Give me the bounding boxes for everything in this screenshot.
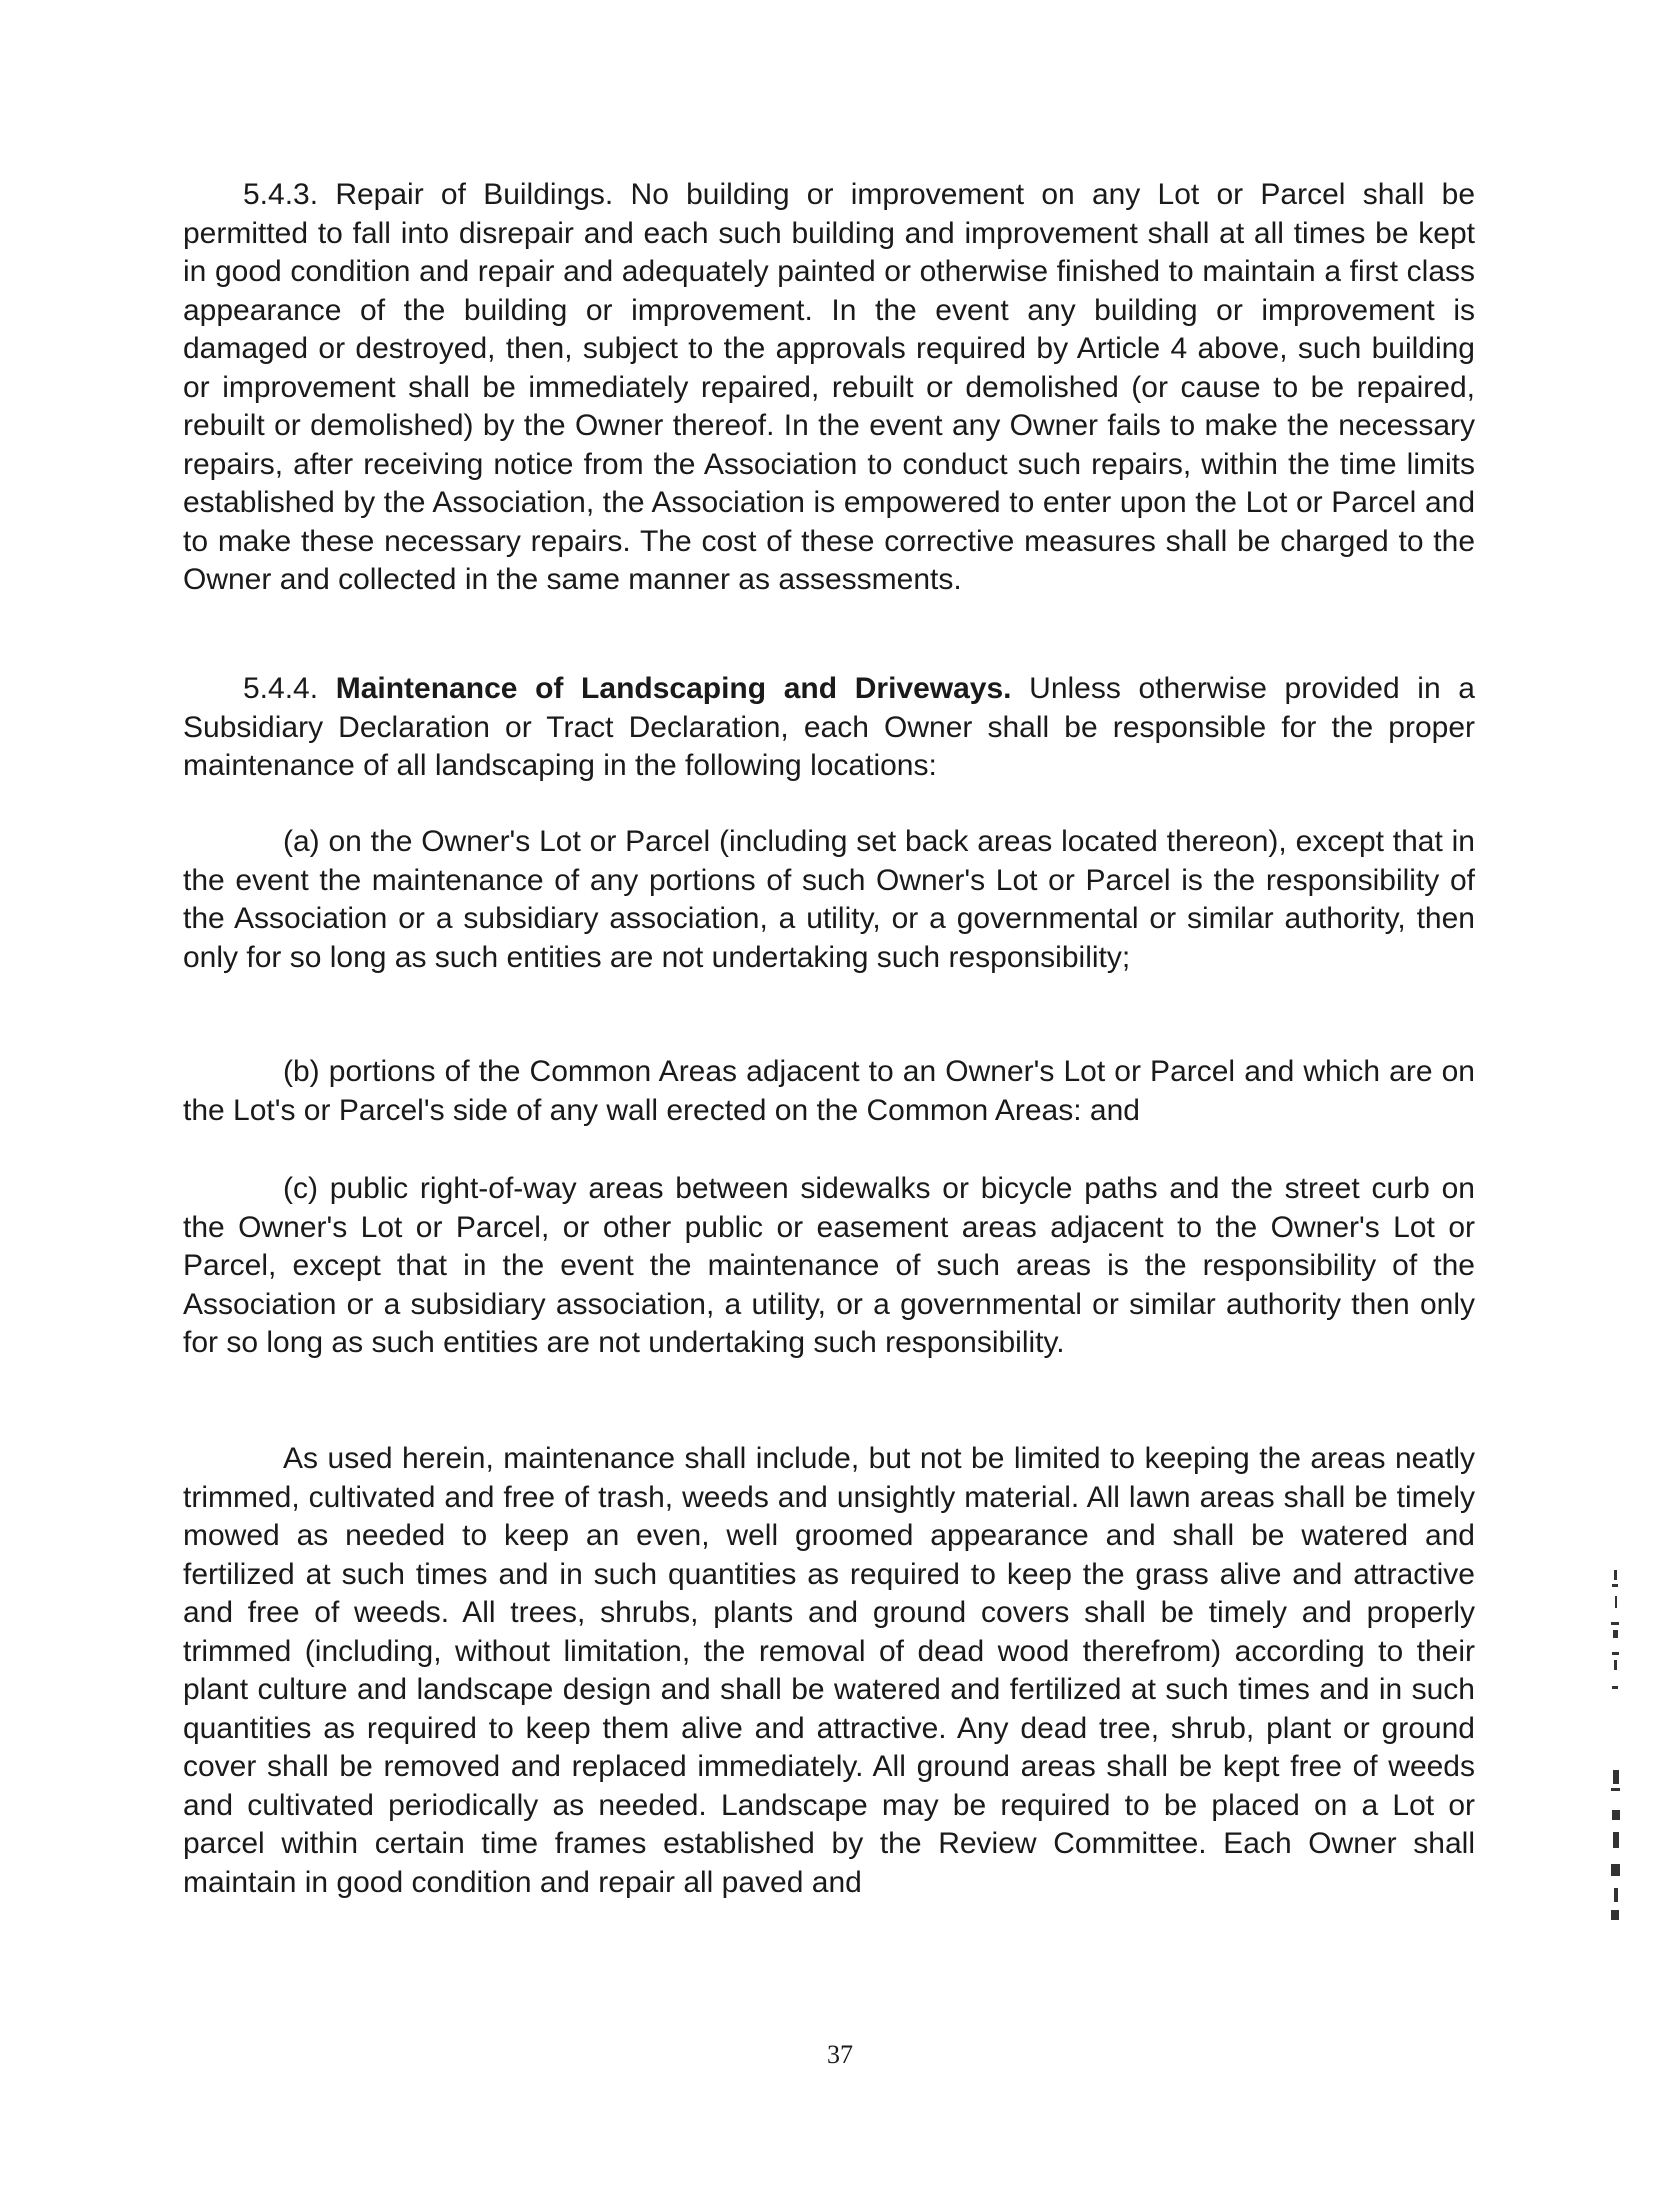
section-body: Unless otherwise provided in a Subsidiary Declaration or Tract Declaration, each Owner shall be responsible for the proper maintenance of all landscaping in the following locations: [183,672,1475,782]
section-5-4-4 [183,670,1475,786]
list-item-a: (a) on the Owner's Lot or Parcel (including set back areas located thereon), except that in the event the maintenance of any portions of such Owner's Lot or Parcel is the responsibility of the Association or a subsidiary association, a utility, or a governmental or similar authority, then only for so long as such entities are not undertaking such responsibility; [183,825,1475,974]
section-number: 5.4.4. [243,672,319,705]
list-item-b: (b) portions of the Common Areas adjacent to an Owner's Lot or Parcel and which are on the Lot's or Parcel's side of any wall erected on the Common Areas: and [183,1055,1475,1127]
list-item-c: (c) public right-of-way areas between sidewalks or bicycle paths and the street curb on the Owner's Lot or Parcel, or other public or easement areas adjacent to the Owner's Lot or Parcel, except that in the event the maintenance of such areas is the responsibility of the Association or a subsidiary association, a utility, or a governmental or similar authority then only for so long as such entities are not undertaking such responsibility. [183,1172,1475,1359]
margin-stamp-mark [1598,1570,1638,1930]
section-heading: Repair of Buildings. [335,178,614,211]
page-number: 37 [827,2040,853,2069]
section-heading: Maintenance of Landscaping and Driveways. [335,672,1012,705]
section-5-4-3 [183,176,1475,600]
closing-paragraph: As used herein, maintenance shall include, but not be limited to keeping the areas neatly trimmed, cultivated and free of trash, weeds and unsightly material. All lawn areas shall be timely mowed as needed to keep an even, well groomed appearance and shall be watered and fertilized at such times and in such quantities as required to keep the grass alive and attractive and free of weeds. All trees, shrubs, plants and ground covers shall be timely and properly trimmed (including, without limitation, the removal of dead wood therefrom) according to their plant culture and landscape design and shall be watered and fertilized at such times and in such quantities as required to keep them alive and attractive. Any dead tree, shrub, plant or ground cover shall be removed and replaced immediately. All ground areas shall be kept free of weeds and cultivated periodically as needed. Landscape may be required to be placed on a Lot or parcel within certain time frames established by the Review Committee. Each Owner shall maintain in good condition and repair all paved and [183,1442,1475,1899]
section-number: 5.4.3. [243,178,319,211]
section-body: No building or improvement on any Lot or Parcel shall be permitted to fall into disrepair and each such building and improvement shall at all times be kept in good condition and repair and adequately painted or otherwise finished to maintain a first class appearance of the building or improvement. In the event any building or improvement is damaged or destroyed, then, subject to the approvals required by Article 4 above, such building or improvement shall be immediately repaired, rebuilt or demolished (or cause to be repaired, rebuilt or demolished) by the Owner thereof. In the event any Owner fails to make the necessary repairs, after receiving notice from the Association to conduct such repairs, within the time limits established by the Association, the Association is empowered to enter upon the Lot or Parcel and to make these necessary repairs. The cost of these corrective measures shall be charged to the Owner and collected in the same manner as assessments. [183,178,1475,596]
